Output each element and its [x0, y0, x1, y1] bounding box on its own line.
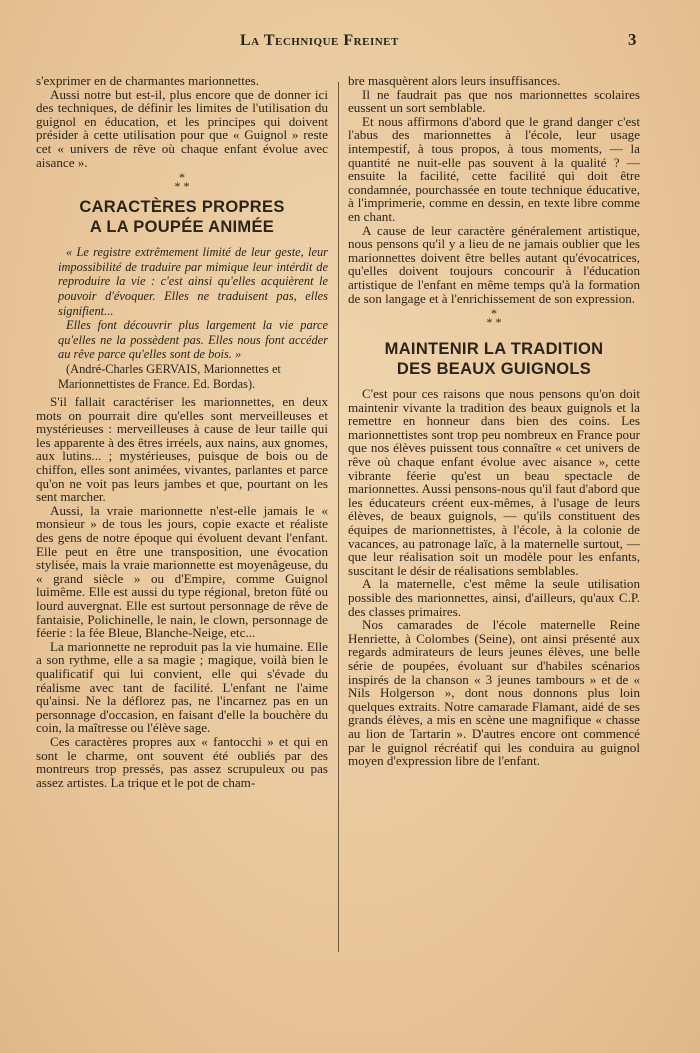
paragraph: Nos camarades de l'école maternelle Reine Henriette, à Colombes (Seine), ont ainsi présenté aux regards admirateurs de leurs jeunes élèves, une belle série de poupées, évoluant sur d'habiles scénarios inspirés de la chanson « 3 jeunes tambours » et de « Nils Holgerson », dont nous donnons plus loin quelques extraits. Notre camarade Flamant, aidé de ses grands élèves, a mis en scène une magnifique « chasse au lion de Tartarin ». D'autres encore ont commencé par le guignol récréatif qui les conduira au guignol moyen d'expression libre de l'enfant.	[348, 617, 640, 769]
epigraph-paragraph: Elles font découvrir plus largement la vie parce qu'elles ne la possèdent pas. Elles nous font accéder au rêve parce qu'elles sont de bois. »	[58, 318, 328, 362]
paragraph: Aussi, la vraie marionnette n'est-elle jamais le « monsieur » de tous les jours, copie exacte et réaliste des gens de notre époque qui évoluent devant l'enfant. Elle peut en être une transposition, une évocation stylisée, mais la vraie marionnette est moyenâgeuse, du « grand siècle » ou d'Empire, comme Guignol luimême. Elle est aussi du type régional, breton fûté ou lourd auvergnat. Elle est surtout personnage de rêve de fantaisie, Polichinelle, le nain, le clown, personnage de féerie : la fée Bleue, Blanche-Neige, etc...	[36, 502, 328, 641]
section-heading-line: CARACTÈRES PROPRES	[79, 198, 285, 217]
paragraph: Il ne faudrait pas que nos marionnettes scolaires eussent un sort semblable.	[348, 86, 640, 116]
paragraph: Aussi notre but est-il, plus encore que de donner ici des techniques, de définir les limites de l'utilisation du guignol en éducation, et les principes qui doivent présider à cette utilisation pour que « Guignol » reste cet « univers de rêve où chaque enfant évolue avec aisance ».	[36, 86, 328, 170]
section-heading-line: A LA POUPÉE ANIMÉE	[89, 218, 275, 237]
section-separator: * * *	[486, 306, 502, 330]
paragraph: Et nous affirmons d'abord que le grand danger c'est l'abus des marionnettes à l'école, leur usage intempestif, à tous propos, à tous moments, — la quantité ne nuit-elle pas souvent à la qualité ? — ensuite la facilité, cette facilité qui doit être condamnée, pourchassée en toute technique éducative, à l'imprimerie, comme en dessin, en texte libre comme en chant.	[348, 113, 640, 224]
section-heading-line: MAINTENIR LA TRADITION	[384, 340, 604, 359]
page-number: 3	[628, 30, 637, 49]
section-separator: * * *	[174, 170, 190, 194]
column-divider	[338, 82, 339, 952]
paragraph: A cause de leur caractère généralement artistique, nous pensons qu'il y a lieu de ne jamais oublier que les marionnettes doivent être belles autant qu'évocatrices, qu'elles doivent toujours concourir à l'éducation artistique de l'enfant en même temps qu'à la formation de son langage et à l'enrichissement de son expression.	[348, 222, 640, 306]
paragraph: S'il fallait caractériser les marionnettes, en deux mots on pourrait dire qu'elles sont merveilleuses et mystérieuses : merveilleuses à cause de leur taille qui les apparente à des êtres irréels, aux nains, aux gnomes, aux lutins... ; mystérieuses, puisque de bois ou de chiffon, elles sont animées, vivantes, parlantes et parce qu'on ne voit pas leurs jambes et que, pourtant on les sent marcher.	[36, 394, 328, 505]
left-column	[36, 74, 328, 789]
right-column	[348, 74, 640, 768]
journal-title: La Technique Freinet	[240, 32, 399, 49]
running-header	[0, 30, 700, 54]
section-heading-line: DES BEAUX GUIGNOLS	[396, 360, 592, 379]
paragraph: A la maternelle, c'est même la seule utilisation possible des marionnettes, ainsi, d'ailleurs, qu'aux C.P. des classes primaires.	[348, 576, 640, 619]
epigraph-paragraph: « Le registre extrêmement limité de leur geste, leur impossibilité de traduire par mimique leur intérdit de reproduire la vie : c'est ainsi qu'elles acquièrent le pouvoir d'évoquer. Elles ne traduisent pas, elles signifient...	[58, 245, 328, 318]
section-heading	[348, 339, 640, 379]
paragraph: La marionnette ne reproduit pas la vie humaine. Elle a son rythme, elle a sa magie ; magique, voilà bien le qualificatif qui lui convient, elle qui s'évade du réalisme avec tant de facilité. L'enfant ne l'aime qu'ainsi. Ne la déflorez pas, ne l'incarnez pas en un personnage d'occasion, en faisant d'elle la bouchère du coin, la maîtresse ou l'élève sage.	[36, 638, 328, 736]
epigraph-citation: (André-Charles GERVAIS, Marionnettes et Marionnettistes de France. Ed. Bordas).	[58, 361, 281, 391]
paragraph: bre masquèrent alors leurs insuffisances.	[348, 73, 561, 88]
section-heading	[36, 197, 328, 237]
paragraph: s'exprimer en de charmantes marionnettes.	[36, 73, 260, 88]
paragraph: Ces caractères propres aux « fantocchi » et qui en sont le charme, ont souvent été oubliés par des montreurs trop pressés, pas assez scrupuleux ou pas assez artistes. La trique et le pot de cham-	[36, 733, 328, 790]
epigraph	[36, 245, 328, 362]
paragraph: C'est pour ces raisons que nous pensons qu'on doit maintenir vivante la tradition des beaux guignols et la remettre en honneur dans bien des coins. Les marionnettistes sont trop peu nombreux en France pour que nos élèves puissent tous connaître « cet univers de rêve où chaque enfant évolue avec aisance », cette vibrante féerie qu'est un beau spectacle de marionnettes. Aussi pensons-nous qu'il faut d'abord que les éducateurs créent eux-mêmes, à l'usage de leurs élèves, de beaux guignols, — qu'ils constituent des équipes de marionnettistes, à l'école, à la colonie de vacances, au patronage laïc, à la maternelle surtout, — que leur réalisation soit un modèle pour les enfants, suscitant le désir de réalisations semblables.	[348, 386, 640, 578]
